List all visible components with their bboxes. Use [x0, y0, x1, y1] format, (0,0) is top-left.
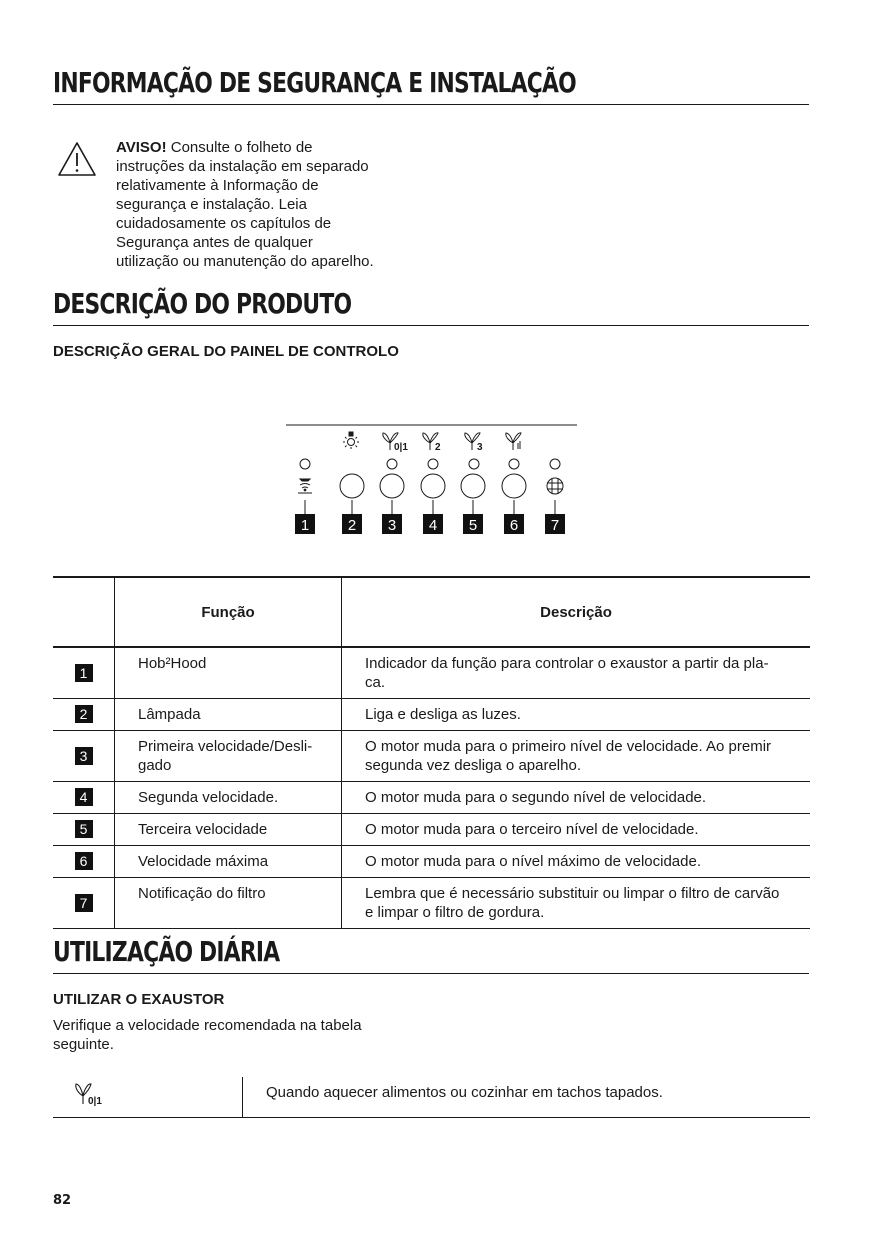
subtitle-control-panel: DESCRIÇÃO GERAL DO PAINEL DE CONTROLO: [53, 343, 399, 360]
table-header-row: [53, 577, 810, 647]
fan-speed-label: 2: [435, 442, 441, 453]
warning-line: cuidadosamente os capítulos de: [116, 215, 332, 232]
lamp-icon: [343, 432, 359, 449]
warning-line: Segurança antes de qualquer: [116, 234, 313, 251]
speed-max-button[interactable]: [502, 474, 526, 498]
page-number: 82: [53, 1193, 72, 1208]
section-title-product: DESCRIÇÃO DO PRODUTO: [53, 287, 352, 320]
panel-label: 3: [387, 517, 397, 534]
fan-speed-0-1-icon: [383, 433, 409, 453]
usage-table-bottom-border: [53, 1117, 810, 1118]
row-number: 7: [53, 878, 115, 929]
panel-label: 1: [300, 517, 310, 534]
row-number: 5: [53, 814, 115, 846]
warning-triangle-icon: [57, 141, 97, 177]
warning-line: utilização ou manutenção do aparelho.: [116, 253, 374, 270]
row-description: O motor muda para o segundo nível de velocidade.: [342, 782, 811, 814]
row-number: 1: [53, 647, 115, 699]
row-function: Hob²Hood: [115, 647, 342, 699]
panel-label: 4: [428, 517, 438, 534]
panel-label: 7: [550, 517, 560, 534]
table-row: [53, 814, 810, 846]
led-indicator: [550, 459, 560, 469]
usage-table-divider: [242, 1077, 243, 1117]
fan-speed-label: 0|1: [394, 442, 408, 453]
fan-speed-0-1-icon: [74, 1081, 114, 1107]
table-row: [53, 699, 810, 731]
row-number: 2: [53, 699, 115, 731]
led-indicator: [387, 459, 397, 469]
fan-speed-2-icon: [423, 433, 441, 453]
section-title-daily-use: UTILIZAÇÃO DIÁRIA: [53, 935, 280, 968]
table-row: [53, 647, 810, 699]
speed-3-button[interactable]: [461, 474, 485, 498]
row-description: Liga e desliga as luzes.: [342, 699, 811, 731]
table-header-blank: [53, 577, 115, 647]
led-indicator: [428, 459, 438, 469]
filter-grid-icon: [547, 478, 563, 494]
warning-line: segurança e instalação. Leia: [116, 196, 307, 213]
table-row: [53, 782, 810, 814]
row-number: 3: [53, 731, 115, 782]
speed-2-button[interactable]: [421, 474, 445, 498]
row-number: 4: [53, 782, 115, 814]
divider: [53, 325, 809, 326]
panel-label: 6: [509, 517, 519, 534]
row-description: Indicador da função para controlar o exaustor a partir da pla- ca.: [342, 647, 811, 699]
usage-text: Quando aquecer alimentos ou cozinhar em tachos tapados.: [266, 1084, 663, 1101]
led-indicator: [509, 459, 519, 469]
led-indicator: [469, 459, 479, 469]
row-function: Lâmpada: [115, 699, 342, 731]
row-number: 6: [53, 846, 115, 878]
fan-speed-label: 3: [477, 442, 483, 453]
lamp-button[interactable]: [340, 474, 364, 498]
row-function: Velocidade máxima: [115, 846, 342, 878]
panel-label: 5: [468, 517, 478, 534]
warning-line: relativamente à Informação de: [116, 177, 319, 194]
table-row: [53, 878, 810, 929]
fan-speed-label: 0|1: [88, 1096, 102, 1107]
subtitle-use-hood: UTILIZAR O EXAUSTOR: [53, 991, 225, 1008]
control-panel-diagram: [280, 420, 580, 540]
row-function: Primeira velocidade/Desli- gado: [115, 731, 342, 782]
function-table: [53, 576, 810, 929]
led-indicator: [300, 459, 310, 469]
warning-text: [116, 138, 374, 271]
hood-intro: Verifique a velocidade recomendada na tabela seguinte.: [53, 1017, 362, 1053]
warning-label: AVISO!: [116, 139, 167, 156]
fan-max-speed-icon: [506, 433, 521, 450]
warning-line: instruções da instalação em separado: [116, 158, 369, 175]
row-function: Segunda velocidade.: [115, 782, 342, 814]
speed-1-button[interactable]: [380, 474, 404, 498]
row-function: Terceira velocidade: [115, 814, 342, 846]
hob2hood-icon: [298, 479, 312, 493]
row-description: O motor muda para o terceiro nível de velocidade.: [342, 814, 811, 846]
row-description: O motor muda para o primeiro nível de velocidade. Ao premir segunda vez desliga o aparelho.: [342, 731, 811, 782]
divider: [53, 104, 809, 105]
row-description: O motor muda para o nível máximo de velocidade.: [342, 846, 811, 878]
table-row: [53, 846, 810, 878]
fan-speed-3-icon: [465, 433, 483, 453]
panel-label: 2: [347, 517, 357, 534]
table-header-description: Descrição: [342, 577, 811, 647]
row-function: Notificação do filtro: [115, 878, 342, 929]
warning-line: Consulte o folheto de: [166, 139, 313, 156]
divider: [53, 973, 809, 974]
section-title-safety: INFORMAÇÃO DE SEGURANÇA E INSTALAÇÃO: [53, 66, 576, 99]
table-row: [53, 731, 810, 782]
row-description: Lembra que é necessário substituir ou limpar o filtro de carvão e limpar o filtro de gordura.: [342, 878, 811, 929]
table-header-function: Função: [115, 577, 342, 647]
